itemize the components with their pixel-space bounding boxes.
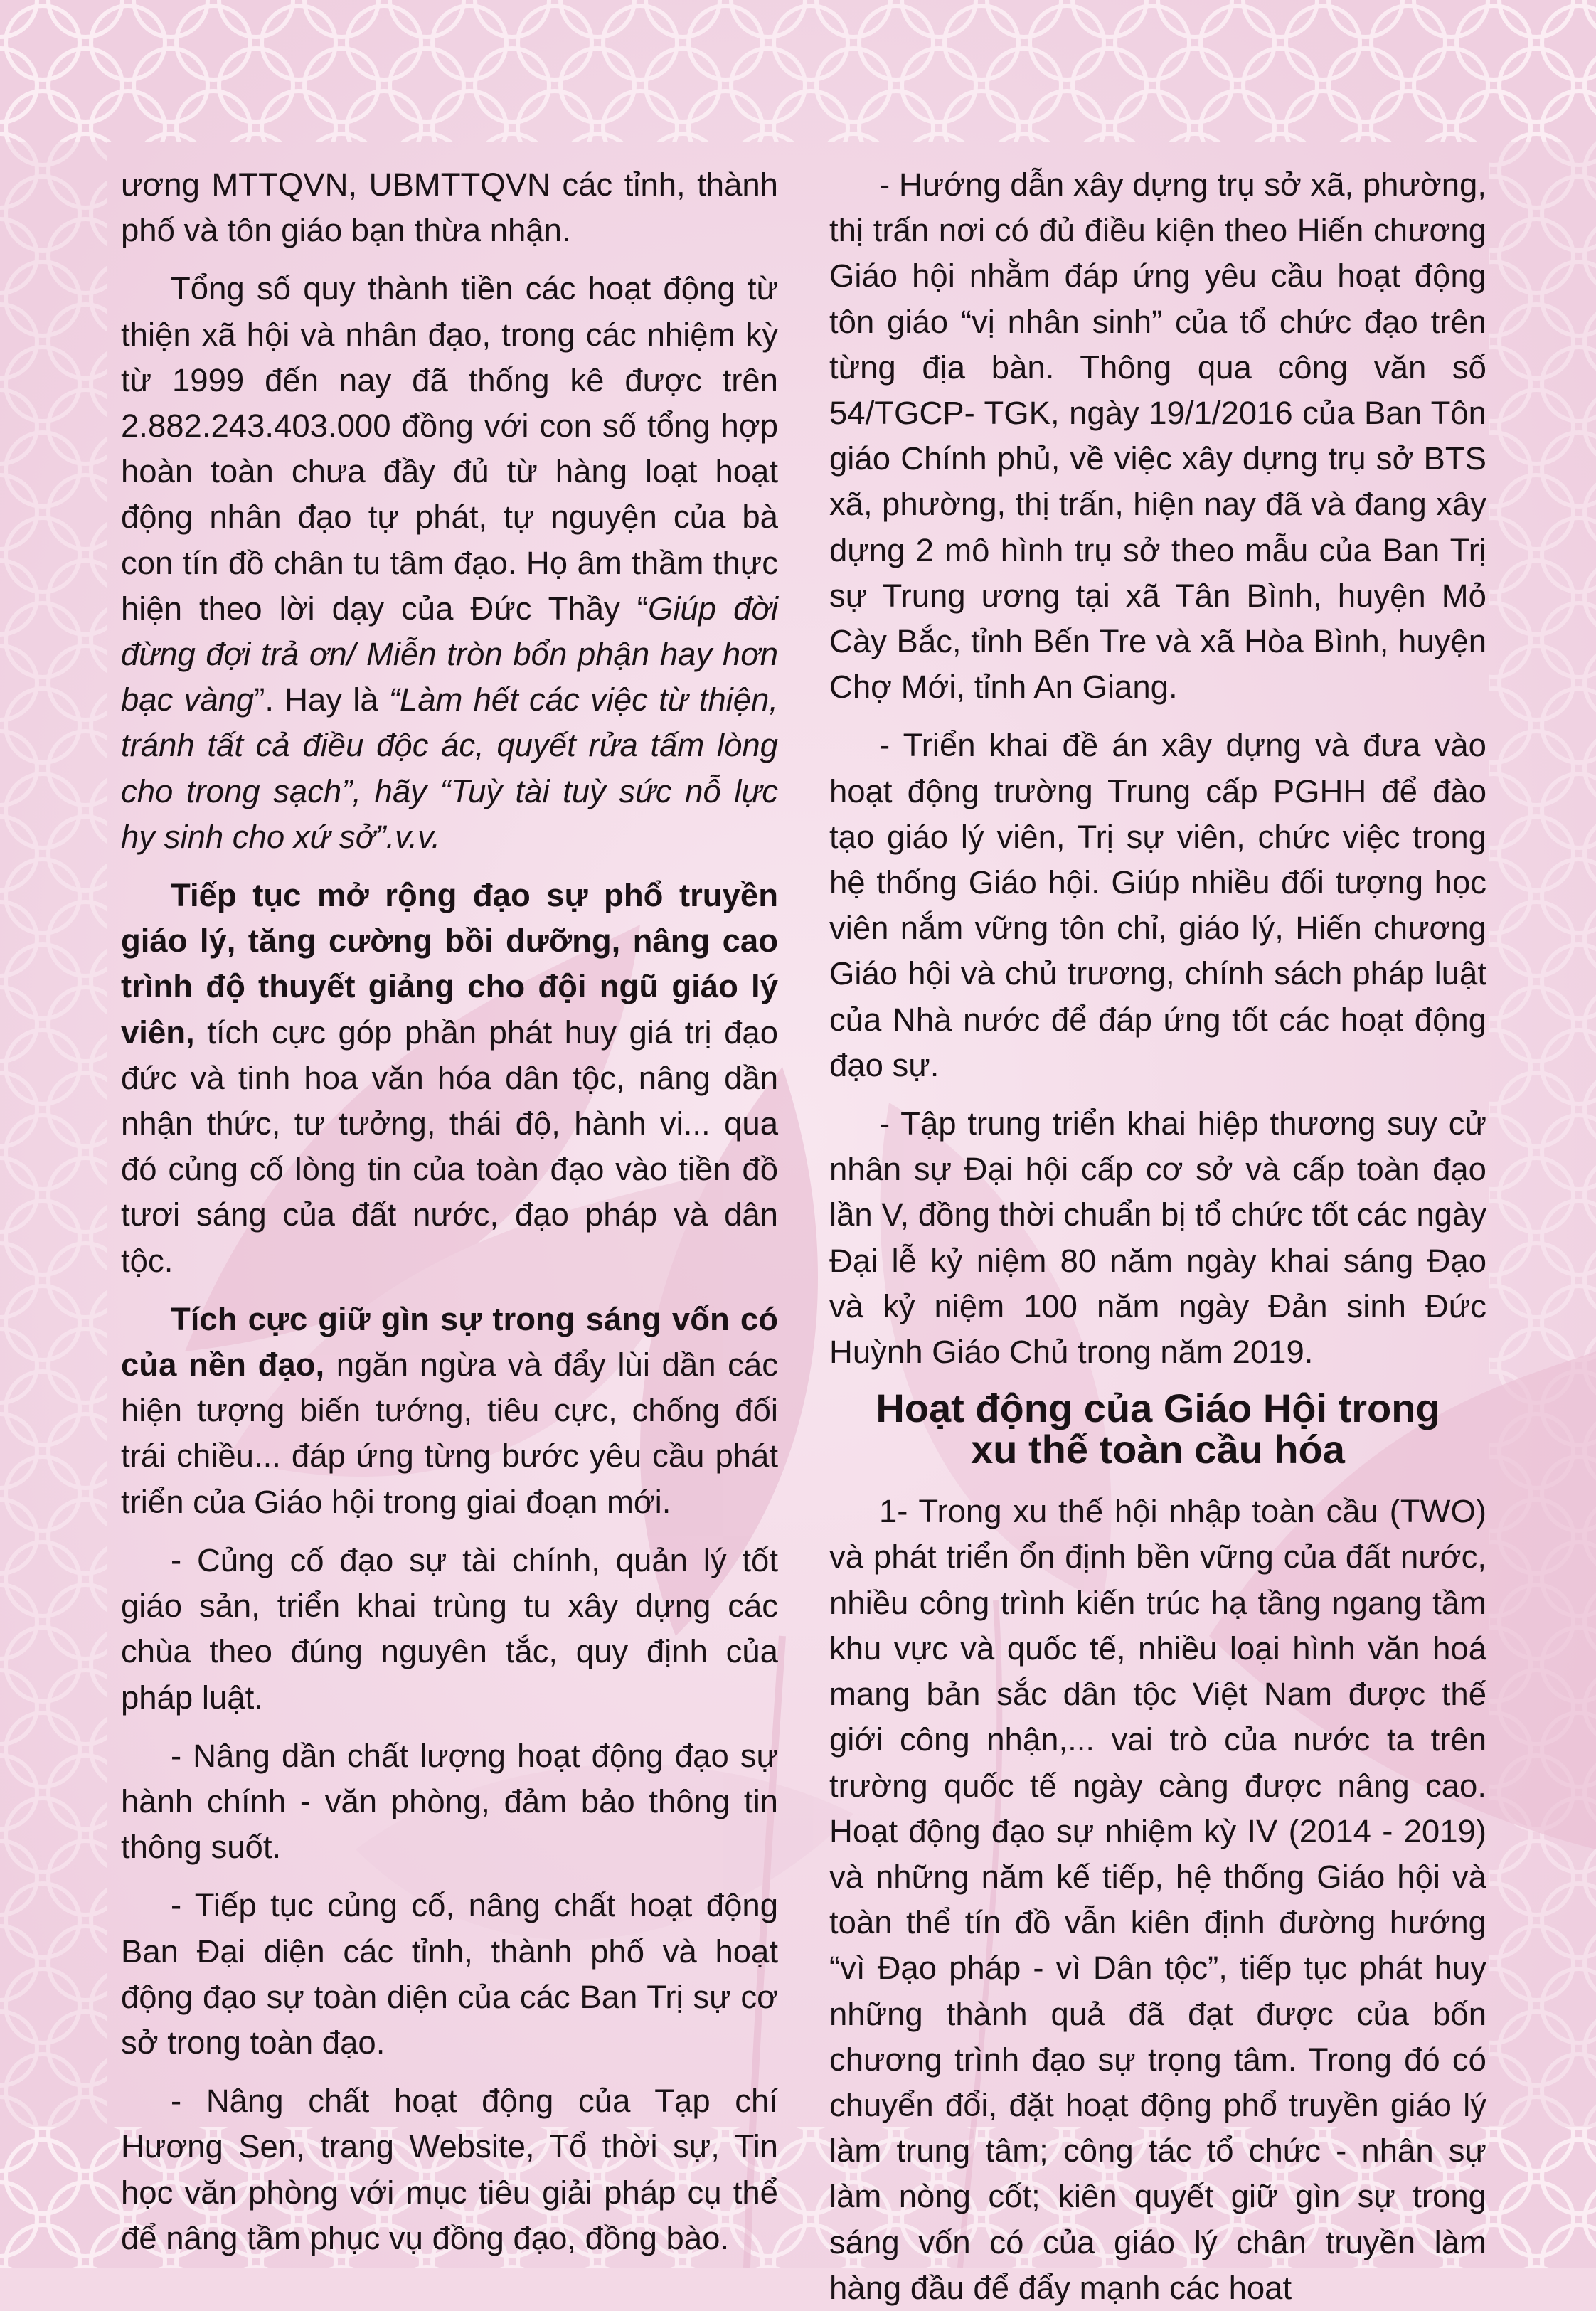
right-paragraph-2: - Triển khai đề án xây dựng và đưa vào hoạt động trường Trung cấp PGHH để đào tạo giáo lý viên, Trị sự viên, chức việc trong hệ thống Giáo hội. Giúp nhiều đối tượng học viên nắm vững tôn chỉ, giáo lý, Hiến chương Giáo hội và chủ trương, chính sách pháp luật của Nhà nước để đáp ứng tốt các hoạt động đạo sự. <box>829 727 1486 1083</box>
left-paragraph-6: - Nâng dần chất lượng hoạt động đạo sự hành chính - văn phòng, đảm bảo thông tin thông suốt. <box>121 1737 778 1866</box>
left-paragraph-2 <box>121 266 778 860</box>
section-heading-line-2: xu thế toàn cầu hóa <box>971 1427 1345 1472</box>
right-column <box>829 162 1486 2306</box>
left-paragraph-5: - Củng cố đạo sự tài chính, quản lý tốt giáo sản, triển khai trùng tu xây dựng các chùa theo đúng nguyên tắc, quy định của pháp luật. <box>121 1541 778 1716</box>
left-paragraph-4-bold: Tích cực giữ gìn sự trong sáng vốn có của nền đạo, <box>121 1300 778 1383</box>
left-paragraph-3-bold: Tiếp tục mở rộng đạo sự phổ truyền giáo lý, tăng cường bồi dưỡng, nâng cao trình độ thuyết giảng cho đội ngũ giáo lý viên, <box>121 877 778 1051</box>
left-paragraph-2-quote-2: “Làm hết các việc từ thiện, tránh tất cả điều độc ác, quyết rửa tấm lòng cho trong sạch”, hãy “Tuỳ tài tuỳ sức nỗ lực hy sinh cho xứ sở”.v.v. <box>121 681 779 855</box>
left-paragraph-2-text: Tổng số quy thành tiền các hoạt động từ thiện xã hội và nhân đạo, trong các nhiệm kỳ từ 1999 đến nay đã thống kê được trên 2.882.243.403.000 đồng với con số tổng hợp hoàn toàn chưa đầy đủ từ hàng loạt hoạt động nhân đạo tự phát, tự nguyện của bà con tín đồ chân tu tâm đạo. Họ âm thầm thực hiện theo lời dạy của Đức Thầy “ <box>121 270 778 627</box>
right-paragraph-3: - Tập trung triển khai hiệp thương suy cử nhân sự Đại hội cấp cơ sở và cấp toàn đạo lần V, đồng thời chuẩn bị tổ chức tốt các ngày Đại lễ kỷ niệm 80 năm ngày khai sáng Đạo và kỷ niệm 100 năm ngày Đản sinh Đức Huỳnh Giáo Chủ trong năm 2019. <box>829 1105 1486 1371</box>
left-paragraph-7: - Tiếp tục củng cố, nâng chất hoạt động Ban Đại diện các tỉnh, thành phố và hoạt động đạo sự toàn diện của các Ban Trị sự cơ sở trong toàn đạo. <box>121 1887 778 2061</box>
left-paragraph-4-text: ngăn ngừa và đẩy lùi dần các hiện tượng biến tướng, tiêu cực, chống đối trái chiều... đáp ứng từng bước yêu cầu phát triển của Giáo hội trong giai đoạn mới. <box>121 1346 778 1520</box>
left-paragraph-4 <box>121 1297 778 1525</box>
left-paragraph-3-text: tích cực góp phần phát huy giá trị đạo đức và tinh hoa văn hóa dân tộc, nâng dần nhận thức, tư tưởng, thái độ, hành vi... qua đó củng cố lòng tin của toàn đạo vào tiền đồ tươi sáng của đất nước, đạo pháp và dân tộc. <box>121 1014 778 1279</box>
left-paragraph-1: ương MTTQVN, UBMTTQVN các tỉnh, thành phố và tôn giáo bạn thừa nhận. <box>121 166 778 249</box>
left-paragraph-8: - Nâng chất hoạt động của Tạp chí Hương Sen, trang Website, Tổ thời sự, Tin học văn phòng với mục tiêu giải pháp cụ thể để nâng tầm phục vụ đồng đạo, đồng bào. <box>121 2083 778 2256</box>
article-page <box>121 162 1486 2306</box>
right-paragraph-1: - Hướng dẫn xây dựng trụ sở xã, phường, thị trấn nơi có đủ điều kiện theo Hiến chương Giáo hội nhằm đáp ứng yêu cầu hoạt động tôn giáo “vị nhân sinh” của tổ chức đạo trên từng địa bàn. Thông qua công văn số 54/TGCP- TGK, ngày 19/1/2016 của Ban Tôn giáo Chính phủ, về việc xây dựng trụ sở BTS xã, phường, thị trấn, hiện nay đã và đang xây dựng 2 mô hình trụ sở theo mẫu của Ban Trị sự Trung ương tại xã Tân Bình, huyện Mỏ Cày Bắc, tỉnh Bến Tre và xã Hòa Bình, huyện Chợ Mới, tỉnh An Giang. <box>829 166 1486 706</box>
left-paragraph-2-quote-1: Giúp đời đừng đợi trả ơn/ Miễn tròn bổn phận hay hơn bạc vàng <box>121 590 778 718</box>
section-heading-line-1: Hoạt động của Giáo Hội trong <box>876 1386 1440 1431</box>
left-column <box>121 162 779 2256</box>
right-paragraph-4: 1- Trong xu thế hội nhập toàn cầu (TWO) và phát triển ổn định bền vững của đất nước, nhiều công trình kiến trúc hạ tầng ngang tầm khu vực và quốc tế, nhiều loại hình văn hoá mang bản sắc dân tộc Việt Nam được thế giới công nhận,... vai trò của nước ta trên trường quốc tế ngày càng được nâng cao. Hoạt động đạo sự nhiệm kỳ IV (2014 - 2019) và những năm kế tiếp, hệ thống Giáo hội và toàn thể tín đồ vẫn kiên định đường hướng “vì Đạo pháp - vì Dân tộc”, tiếp tục phát huy những thành quả đã đạt được của bốn chương trình đạo sự trọng tâm. Trong đó có chuyển đổi, đặt hoạt động phổ truyền giáo lý làm trung tâm; công tác tổ chức - nhân sự làm nòng cốt; kiên quyết giữ gìn sự trong sáng vốn có của giáo lý chân truyền làm hàng đầu để đẩy mạnh các hoat <box>829 1493 1486 2306</box>
section-heading <box>829 1388 1486 1470</box>
left-paragraph-2-mid: ”. Hay là <box>254 681 389 718</box>
left-paragraph-3 <box>121 873 778 1284</box>
